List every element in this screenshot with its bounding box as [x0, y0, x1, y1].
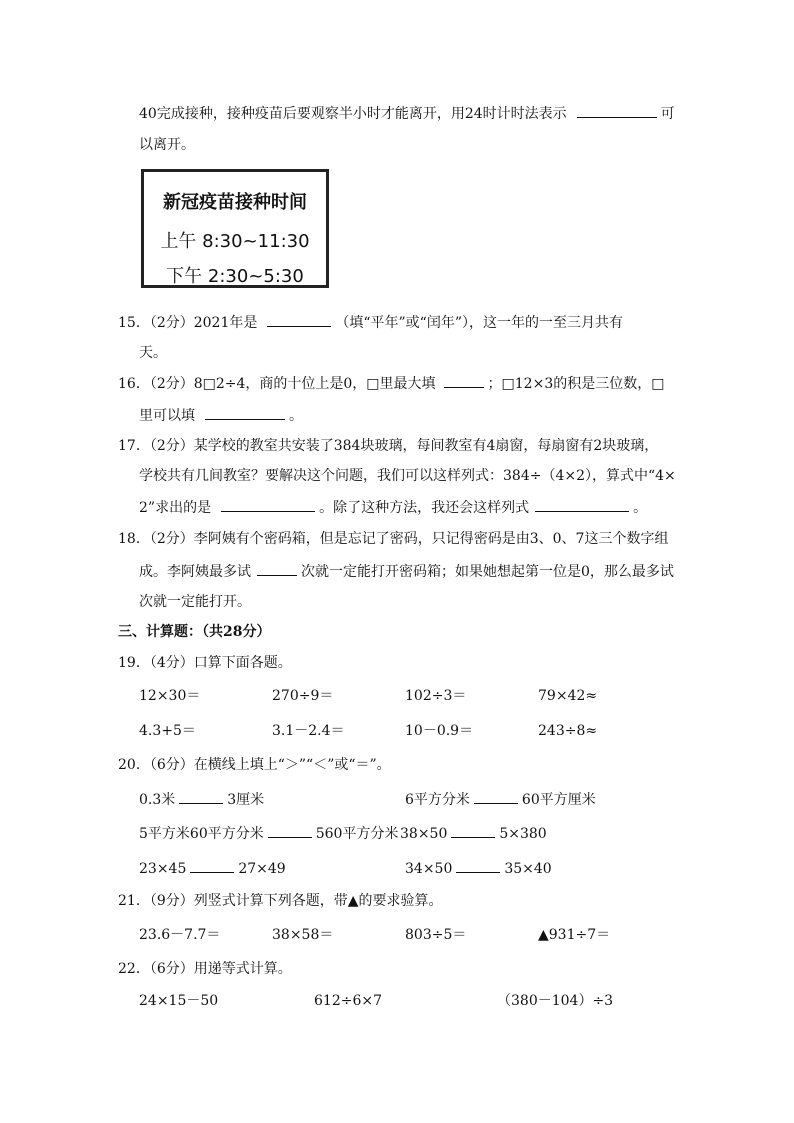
q22-item: 612÷6×7 — [314, 993, 382, 1009]
q17-blank-1[interactable] — [221, 497, 315, 512]
q14-text: 40完成接种，接种疫苗后要观察半小时才能离开，用24时计时法表示 — [139, 106, 567, 122]
q20-blank[interactable] — [474, 789, 518, 804]
q18-blank-1[interactable] — [257, 561, 297, 576]
q19-item: 270÷9＝ — [272, 688, 334, 704]
q19-item: 79×42≈ — [538, 688, 598, 704]
q15-text-a: 15．（2分）2021年是 — [118, 315, 258, 331]
q20-compare-1: 0.3米 3厘米 — [139, 789, 264, 810]
q14-answer-blank[interactable] — [577, 103, 657, 118]
q19-item: 4.3+5＝ — [139, 723, 196, 739]
q16-line2 — [139, 405, 303, 426]
q21-item: ▲931÷7＝ — [538, 927, 611, 943]
q20-title: 20．（6分）在横线上填上“＞”“＜”或“＝”。 — [118, 757, 391, 773]
q18-line3: 次就一定能打开。 — [139, 594, 251, 610]
vaccine-notice-board — [141, 169, 329, 288]
q16-text-d: 。 — [289, 408, 303, 424]
q16-text-b: ；□12×3的积是三位数，□ — [487, 376, 665, 392]
q17-line1: 17．（2分）某学校的教室共安装了384块玻璃，每间教室有4扇窗，每扇窗有2块玻璃， — [118, 438, 659, 454]
q14-end: 可 — [660, 106, 675, 122]
q22-item: （380－104）÷3 — [497, 993, 614, 1009]
q20-compare-4: 38×50 5×380 — [400, 823, 547, 844]
notice-pm-time: 下午 2:30~5:30 — [166, 266, 304, 287]
q16-blank-1[interactable] — [444, 373, 484, 388]
q14-line1 — [139, 103, 675, 124]
q17-text-c: 。 — [633, 500, 648, 516]
q20-compare-2: 6平方分米 60平方厘米 — [405, 789, 596, 810]
q17-text-b: 。除了这种方法，我还会这样列式 — [319, 500, 530, 516]
q16-line1 — [118, 373, 664, 394]
q20-blank[interactable] — [451, 823, 495, 838]
q17-line2: 学校共有几间教室？要解决这个问题，我们可以这样列式：384÷（4×2），算式中“4× — [139, 468, 676, 484]
q15-text-b: （填“平年”或“闰年”），这一年的一至三月共有 — [335, 315, 623, 331]
q20-blank[interactable] — [179, 789, 223, 804]
q18-text-a: 成。李阿姨最多试 — [139, 564, 251, 580]
q20-blank[interactable] — [268, 823, 312, 838]
q17-text-a: 2”求出的是 — [139, 500, 212, 516]
q21-item: 803÷5＝ — [405, 927, 467, 943]
q16-blank-2[interactable] — [205, 405, 285, 420]
q20-compare-3: 5平方米60平方分米 560平方分米 — [139, 823, 398, 844]
q16-text-c: 里可以填 — [139, 408, 195, 424]
q22-item: 24×15－50 — [139, 993, 219, 1009]
q19-title: 19．（4分）口算下面各题。 — [118, 655, 292, 671]
q18-line1: 18．（2分）李阿姨有个密码箱，但是忘记了密码，只记得密码是由3、0、7这三个数字组 — [118, 531, 669, 547]
q18-text-b: 次就一定能打开密码箱；如果她想起第一位是0，那么最多试 — [301, 564, 674, 580]
q21-title: 21．（9分）列竖式计算下列各题，带▲的要求验算。 — [118, 893, 443, 909]
notice-am-time: 上午 8:30~11:30 — [160, 231, 310, 252]
notice-title: 新冠疫苗接种时间 — [163, 192, 307, 213]
q15-line1 — [118, 312, 623, 333]
q15-blank[interactable] — [267, 312, 331, 327]
q19-item: 3.1－2.4＝ — [272, 723, 345, 739]
q17-blank-2[interactable] — [535, 497, 629, 512]
q21-item: 38×58＝ — [272, 927, 334, 943]
q14-line2: 以离开。 — [139, 137, 195, 153]
q20-blank[interactable] — [190, 858, 234, 873]
q19-item: 102÷3＝ — [405, 688, 467, 704]
q19-item: 10－0.9＝ — [405, 723, 474, 739]
q20-compare-5: 23×45 27×49 — [139, 858, 286, 879]
q15-line2: 天。 — [139, 345, 167, 361]
section-3-heading: 三、计算题：（共28分） — [118, 624, 271, 640]
q20-blank[interactable] — [456, 858, 500, 873]
q21-item: 23.6－7.7＝ — [139, 927, 221, 943]
q20-compare-6: 34×50 35×40 — [405, 858, 552, 879]
q19-item: 243÷8≈ — [538, 723, 598, 739]
q18-line2 — [139, 561, 674, 582]
q19-item: 12×30＝ — [139, 688, 201, 704]
q17-line3 — [139, 497, 647, 518]
q22-title: 22．（6分）用递等式计算。 — [118, 961, 292, 977]
q16-text-a: 16．（2分）8□2÷4，商的十位上是0，□里最大填 — [118, 376, 436, 392]
